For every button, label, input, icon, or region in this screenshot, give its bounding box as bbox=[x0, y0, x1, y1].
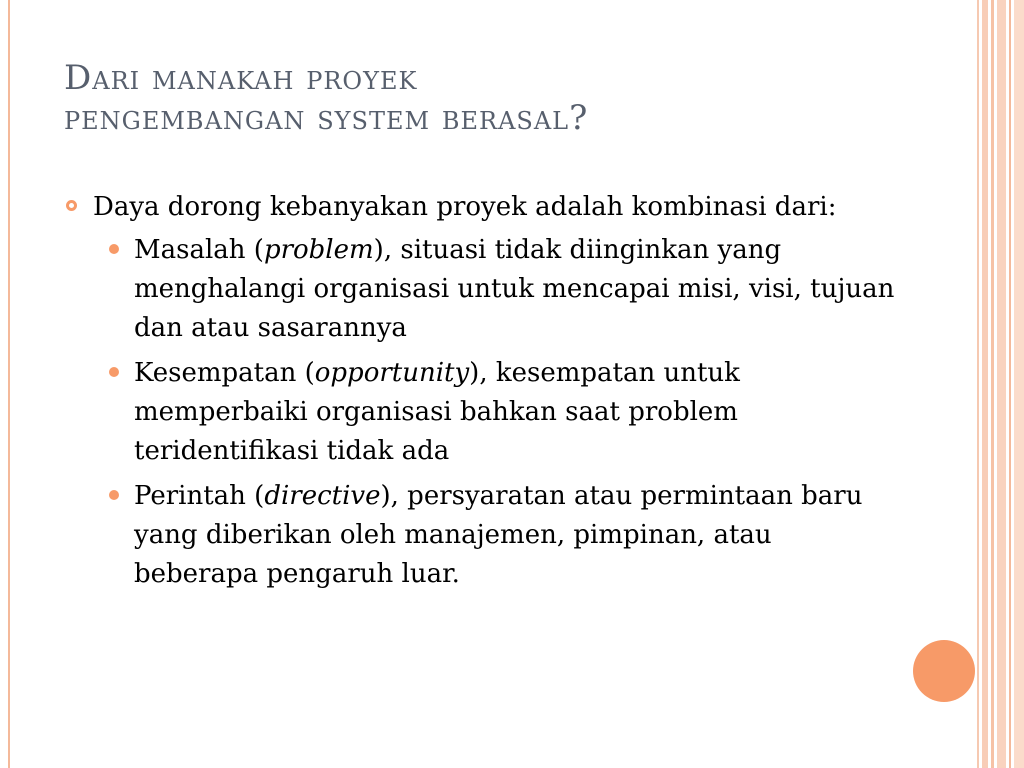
decorative-circle bbox=[913, 640, 975, 702]
ring-bullet-icon bbox=[66, 200, 77, 211]
dot-bullet-icon bbox=[109, 244, 119, 254]
slide-title bbox=[64, 58, 944, 138]
item-label: Kesempatan ( bbox=[134, 358, 315, 388]
right-stripe bbox=[997, 0, 1006, 768]
bullet-item-directive bbox=[64, 477, 904, 594]
right-stripe bbox=[991, 0, 994, 768]
dot-bullet-icon bbox=[109, 367, 119, 377]
item-term: directive bbox=[264, 481, 381, 511]
intro-text: Daya dorong kebanyakan proyek adalah kombinasi dari: bbox=[93, 192, 837, 222]
bullet-item-opportunity bbox=[64, 354, 904, 471]
slide-title-line-1: Dari manakah proyek bbox=[64, 58, 418, 98]
item-term: opportunity bbox=[314, 358, 470, 388]
dot-bullet-icon bbox=[109, 490, 119, 500]
right-stripe bbox=[1014, 0, 1024, 768]
slide-body bbox=[64, 188, 904, 594]
item-term: problem bbox=[263, 235, 374, 265]
right-stripe bbox=[977, 0, 979, 768]
item-label: Masalah ( bbox=[134, 235, 264, 265]
right-stripe bbox=[1009, 0, 1011, 768]
right-stripe bbox=[982, 0, 988, 768]
left-border-line bbox=[8, 0, 10, 768]
slide-title-line-2: pengembangan system berasal? bbox=[64, 98, 589, 138]
item-rest: ), situasi tidak diinginkan yang menghalangi organisasi untuk mencapai misi, visi, tujuan dan atau sasarannya bbox=[134, 235, 895, 343]
bullet-level-1 bbox=[64, 188, 904, 227]
item-label: Perintah ( bbox=[134, 481, 265, 511]
item-rest: ), persyaratan atau permintaan baru yang diberikan oleh manajemen, pimpinan, atau beberapa pengaruh luar. bbox=[134, 481, 863, 589]
item-rest: ), kesempatan untuk memperbaiki organisasi bahkan saat problem teridentifikasi tidak ada bbox=[134, 358, 740, 466]
bullet-item-problem bbox=[64, 231, 904, 348]
